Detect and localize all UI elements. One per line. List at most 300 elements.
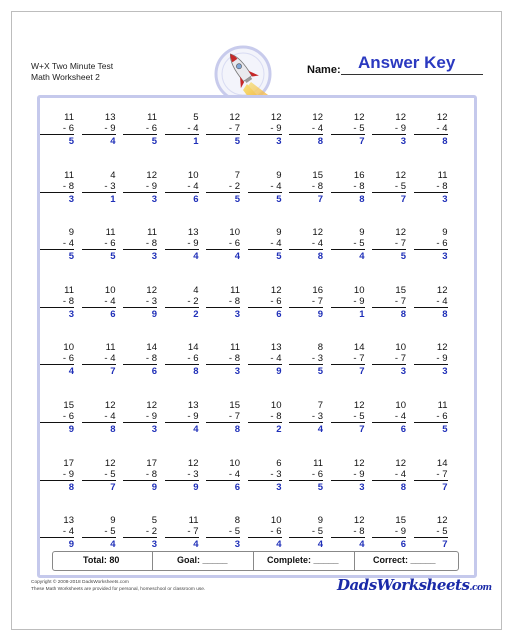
minuend: 11: [64, 169, 74, 181]
subtrahend: - 8: [331, 526, 365, 538]
subtrahend: - 3: [82, 181, 116, 193]
answer: 9: [193, 481, 199, 493]
minuend: 12: [353, 515, 365, 527]
subtrahend: - 4: [206, 469, 240, 481]
subtrahend: - 3: [289, 353, 323, 365]
problem: [331, 227, 365, 263]
minuend: 8: [317, 342, 323, 354]
minuend: 16: [353, 169, 365, 181]
problem: [331, 400, 365, 436]
subtrahend: - 8: [206, 353, 240, 365]
name-label: Name:: [307, 64, 341, 76]
goal-field[interactable]: Goal: _____: [177, 555, 228, 565]
problem: [331, 285, 365, 321]
answer: 4: [193, 251, 199, 263]
answer: 2: [276, 424, 282, 435]
correct-field[interactable]: Correct: _____: [373, 555, 436, 565]
minuend: 12: [312, 227, 323, 239]
problem: [82, 400, 116, 436]
subtrahend: - 9: [372, 123, 406, 135]
answer: 6: [400, 539, 406, 551]
problem: [40, 400, 74, 436]
minuend: 9: [68, 227, 74, 239]
score-bar: [52, 551, 459, 571]
answer: 3: [359, 481, 365, 493]
minuend: 12: [436, 112, 448, 123]
minuend: 9: [276, 227, 282, 239]
minuend: 12: [395, 457, 406, 469]
answer: 5: [68, 136, 74, 147]
problem: [372, 112, 406, 148]
subtrahend: - 8: [206, 296, 240, 308]
answer: 8: [400, 481, 406, 493]
subtrahend: - 6: [40, 123, 74, 135]
minuend: 8: [234, 515, 240, 527]
answer: 5: [317, 481, 323, 493]
answer-key-title: Answer Key: [358, 53, 456, 72]
answer: 3: [400, 136, 406, 147]
problem: [289, 515, 323, 551]
answer: 8: [68, 481, 74, 493]
subtrahend: - 8: [123, 353, 157, 365]
answer: 5: [234, 193, 240, 205]
subtrahend: - 5: [82, 526, 116, 538]
answer: 3: [276, 136, 282, 147]
answer: 3: [442, 366, 448, 378]
subtrahend: - 4: [372, 469, 406, 481]
subtrahend: - 3: [289, 411, 323, 423]
subtrahend: - 2: [123, 526, 157, 538]
subtrahend: - 6: [289, 469, 323, 481]
subtrahend: - 4: [289, 238, 323, 250]
problem: [82, 342, 116, 378]
problem: [372, 400, 406, 436]
subtrahend: - 7: [206, 411, 240, 423]
subtrahend: - 9: [165, 238, 199, 250]
problem: [82, 227, 116, 263]
minuend: 10: [395, 342, 406, 354]
answer: 8: [110, 424, 116, 435]
problem: [40, 227, 74, 263]
problem: [165, 285, 199, 321]
problem: [289, 400, 323, 436]
subtrahend: - 4: [372, 411, 406, 423]
problem: [372, 170, 406, 206]
answer: 4: [359, 251, 365, 263]
worksheet-title: W+X Two Minute Test: [31, 61, 114, 71]
answer: 9: [276, 366, 282, 378]
problem: [248, 342, 282, 378]
problem: [248, 400, 282, 436]
subtrahend: - 7: [414, 469, 448, 481]
problem: [165, 227, 199, 263]
minuend: 12: [436, 284, 448, 296]
minuend: 4: [193, 284, 199, 296]
subtrahend: - 4: [40, 238, 74, 250]
problem: [289, 170, 323, 206]
problem: [123, 515, 157, 551]
minuend: 11: [105, 227, 116, 239]
minuend: 15: [312, 169, 323, 181]
answer: 3: [151, 251, 157, 263]
answer: 4: [193, 424, 199, 435]
minuend: 11: [147, 112, 157, 123]
subtrahend: - 6: [40, 353, 74, 365]
problem: [123, 227, 157, 263]
minuend: 12: [270, 112, 282, 123]
problem: [206, 227, 240, 263]
answer: 2: [193, 308, 199, 320]
minuend: 11: [188, 515, 199, 527]
minuend: 12: [353, 400, 365, 411]
minuend: 13: [187, 227, 199, 239]
minuend: 10: [270, 515, 282, 527]
subtrahend: - 8: [40, 296, 74, 308]
divider: [354, 552, 355, 570]
problems-panel: [37, 95, 477, 578]
minuend: 10: [353, 284, 365, 296]
problem: [414, 170, 448, 206]
minuend: 13: [104, 112, 116, 123]
problem: [40, 342, 74, 378]
subtrahend: - 6: [206, 238, 240, 250]
subtrahend: - 7: [289, 296, 323, 308]
problem: [82, 285, 116, 321]
minuend: 11: [437, 169, 448, 181]
dadsworksheets-logo: DadsWorksheets.com: [337, 576, 492, 594]
minuend: 9: [317, 515, 323, 527]
answer: 9: [68, 539, 74, 551]
subtrahend: - 4: [40, 526, 74, 538]
subtrahend: - 5: [414, 526, 448, 538]
minuend: 12: [353, 112, 365, 123]
minuend: 15: [395, 515, 406, 527]
answer: 7: [359, 136, 365, 147]
problem: [372, 458, 406, 494]
answer: 3: [68, 193, 74, 205]
problem: [206, 285, 240, 321]
problem: [248, 170, 282, 206]
minuend: 13: [187, 400, 199, 411]
problem: [123, 400, 157, 436]
problem: [123, 458, 157, 494]
answer: 9: [151, 308, 157, 320]
problem: [40, 170, 74, 206]
answer: 5: [68, 251, 74, 263]
problem: [40, 112, 74, 148]
subtrahend: - 4: [165, 181, 199, 193]
subtrahend: - 9: [123, 181, 157, 193]
copyright-notice: [31, 580, 205, 593]
minuend: 12: [187, 457, 199, 469]
answer: 4: [110, 539, 116, 551]
minuend: 9: [110, 515, 116, 527]
answer: 1: [193, 136, 199, 147]
answer: 7: [442, 539, 448, 551]
problem: [414, 515, 448, 551]
problem: [414, 227, 448, 263]
problem: [82, 515, 116, 551]
answer: 8: [442, 308, 448, 320]
problem: [331, 112, 365, 148]
subtrahend: - 4: [414, 296, 448, 308]
answer: 3: [400, 366, 406, 378]
answer: 7: [110, 481, 116, 493]
answer: 7: [317, 193, 323, 205]
answer: 5: [442, 424, 448, 435]
subtrahend: - 9: [82, 123, 116, 135]
minuend: 17: [146, 457, 157, 469]
complete-field[interactable]: Complete: _____: [267, 555, 339, 565]
subtrahend: - 8: [248, 411, 282, 423]
minuend: 12: [395, 112, 406, 123]
subtrahend: - 6: [414, 238, 448, 250]
problem: [248, 112, 282, 148]
minuend: 13: [270, 342, 282, 354]
answer: 5: [276, 193, 282, 205]
answer: 8: [400, 308, 406, 320]
answer: 7: [359, 366, 365, 378]
minuend: 12: [395, 227, 406, 239]
minuend: 12: [104, 457, 116, 469]
problem: [289, 285, 323, 321]
subtrahend: - 8: [123, 238, 157, 250]
minuend: 12: [229, 112, 240, 123]
subtrahend: - 5: [206, 526, 240, 538]
answer: 6: [193, 193, 199, 205]
problem: [248, 285, 282, 321]
subtrahend: - 5: [331, 238, 365, 250]
answer: 8: [317, 136, 323, 147]
minuend: 12: [436, 342, 448, 354]
minuend: 11: [105, 342, 116, 354]
minuend: 4: [110, 169, 116, 181]
subtrahend: - 4: [248, 181, 282, 193]
answer: 8: [193, 366, 199, 378]
answer: 4: [359, 539, 365, 551]
minuend: 14: [146, 342, 157, 354]
minuend: 16: [312, 284, 323, 296]
minuend: 11: [230, 342, 240, 354]
answer: 6: [110, 308, 116, 320]
minuend: 15: [63, 400, 74, 411]
subtrahend: - 5: [331, 123, 365, 135]
answer: 5: [276, 251, 282, 263]
answer: 6: [151, 366, 157, 378]
problem: [165, 515, 199, 551]
problem: [372, 342, 406, 378]
problem: [331, 170, 365, 206]
minuend: 12: [395, 169, 406, 181]
subtrahend: - 6: [82, 238, 116, 250]
answer: 5: [317, 366, 323, 378]
minuend: 9: [359, 227, 365, 239]
minuend: 5: [151, 515, 157, 527]
problem: [165, 458, 199, 494]
problem: [414, 285, 448, 321]
answer: 3: [151, 424, 157, 435]
minuend: 10: [395, 400, 406, 411]
minuend: 5: [193, 112, 199, 123]
minuend: 10: [229, 457, 240, 469]
worksheet-header: [31, 61, 113, 83]
subtrahend: - 3: [123, 296, 157, 308]
problem: [248, 227, 282, 263]
subtrahend: - 3: [248, 469, 282, 481]
answer: 3: [234, 366, 240, 378]
minuend: 11: [437, 400, 448, 411]
total-label: Total: 80: [83, 555, 120, 565]
answer: 3: [151, 193, 157, 205]
subtrahend: - 6: [248, 526, 282, 538]
problem: [165, 342, 199, 378]
answer: 8: [317, 251, 323, 263]
subtrahend: - 6: [248, 296, 282, 308]
minuend: 12: [104, 400, 116, 411]
minuend: 9: [276, 169, 282, 181]
minuend: 11: [64, 112, 74, 123]
subtrahend: - 8: [414, 181, 448, 193]
subtrahend: - 9: [165, 411, 199, 423]
minuend: 12: [436, 515, 448, 527]
problem: [123, 342, 157, 378]
minuend: 10: [187, 169, 199, 181]
problem: [331, 515, 365, 551]
answer: 3: [151, 539, 157, 551]
answer: 5: [151, 136, 157, 147]
minuend: 12: [146, 284, 157, 296]
subtrahend: - 9: [331, 296, 365, 308]
subtrahend: - 7: [331, 353, 365, 365]
answer: 5: [110, 251, 116, 263]
subtrahend: - 4: [248, 353, 282, 365]
subtrahend: - 2: [206, 181, 240, 193]
problem: [165, 170, 199, 206]
answer: 7: [442, 481, 448, 493]
answer: 4: [110, 136, 116, 147]
subtrahend: - 9: [331, 469, 365, 481]
problem: [206, 515, 240, 551]
problem: [414, 342, 448, 378]
subtrahend: - 8: [40, 181, 74, 193]
minuend: 13: [63, 515, 74, 527]
subtrahend: - 2: [165, 296, 199, 308]
problem: [82, 112, 116, 148]
answer: 1: [110, 193, 116, 205]
problem: [289, 227, 323, 263]
answer: 4: [193, 539, 199, 551]
subtrahend: - 5: [331, 411, 365, 423]
subtrahend: - 6: [40, 411, 74, 423]
minuend: 15: [395, 284, 406, 296]
answer: 7: [359, 424, 365, 435]
subtrahend: - 7: [372, 238, 406, 250]
problem: [331, 342, 365, 378]
problem: [414, 112, 448, 148]
minuend: 6: [276, 457, 282, 469]
minuend: 10: [63, 342, 74, 354]
answer: 4: [317, 424, 323, 435]
answer: 6: [234, 481, 240, 493]
name-field[interactable]: [341, 74, 483, 75]
subtrahend: - 7: [206, 123, 240, 135]
subtrahend: - 5: [82, 469, 116, 481]
minuend: 10: [104, 284, 116, 296]
minuend: 11: [64, 284, 74, 296]
problem: [289, 458, 323, 494]
problem: [414, 400, 448, 436]
problem: [331, 458, 365, 494]
answer: 6: [400, 424, 406, 435]
problem: [206, 400, 240, 436]
problem: [123, 285, 157, 321]
subtrahend: - 7: [372, 353, 406, 365]
minuend: 14: [436, 457, 448, 469]
minuend: 15: [229, 400, 240, 411]
subtrahend: - 4: [165, 123, 199, 135]
problem: [289, 342, 323, 378]
subtrahend: - 4: [248, 238, 282, 250]
worksheet-subtitle: Math Worksheet 2: [31, 72, 100, 82]
problem: [372, 515, 406, 551]
answer: 5: [400, 251, 406, 263]
subtrahend: - 4: [289, 123, 323, 135]
answer: 3: [234, 539, 240, 551]
minuend: 11: [147, 227, 157, 239]
subtrahend: - 9: [123, 411, 157, 423]
answer: 9: [317, 308, 323, 320]
divider: [253, 552, 254, 570]
problem: [40, 458, 74, 494]
minuend: 12: [353, 457, 365, 469]
subtrahend: - 6: [414, 411, 448, 423]
subtrahend: - 9: [248, 123, 282, 135]
answer: 8: [442, 136, 448, 147]
minuend: 10: [229, 227, 240, 239]
problem: [206, 342, 240, 378]
problem: [165, 112, 199, 148]
subtrahend: - 8: [289, 181, 323, 193]
minuend: 17: [63, 457, 74, 469]
answer: 6: [276, 308, 282, 320]
subtrahend: - 7: [165, 526, 199, 538]
minuend: 10: [270, 400, 282, 411]
subtrahend: - 6: [123, 123, 157, 135]
subtrahend: - 5: [289, 526, 323, 538]
subtrahend: - 4: [82, 296, 116, 308]
subtrahend: - 4: [82, 353, 116, 365]
answer: 4: [68, 366, 74, 378]
problem: [82, 170, 116, 206]
answer: 3: [442, 193, 448, 205]
problem: [248, 458, 282, 494]
answer: 1: [359, 308, 365, 320]
answer: 3: [234, 308, 240, 320]
problem: [123, 170, 157, 206]
answer: 4: [317, 539, 323, 551]
problem: [414, 458, 448, 494]
answer: 8: [359, 193, 365, 205]
problem: [123, 112, 157, 148]
subtrahend: - 3: [165, 469, 199, 481]
answer: 7: [400, 193, 406, 205]
problem: [206, 170, 240, 206]
subtrahend: - 7: [372, 296, 406, 308]
answer: 3: [276, 481, 282, 493]
problem: [372, 285, 406, 321]
problem: [248, 515, 282, 551]
answer: 4: [234, 251, 240, 263]
